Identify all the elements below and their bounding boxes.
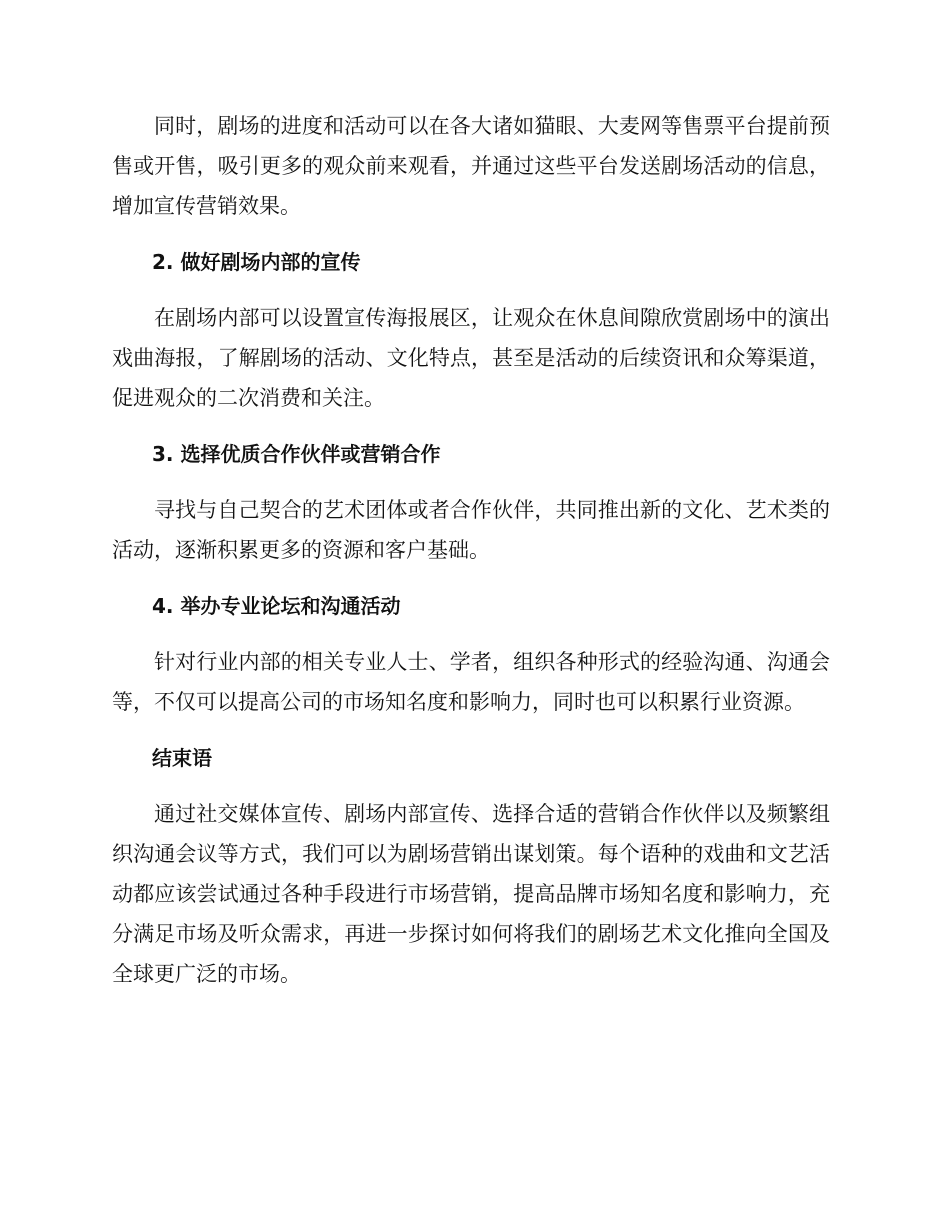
document-body	[112, 106, 830, 1010]
paragraph-forums: 针对行业内部的相关专业人士、学者，组织各种形式的经验沟通、沟通会等，不仅可以提高公司的市场知名度和影响力，同时也可以积累行业资源。	[112, 650, 830, 714]
section-heading-conclusion: 结束语	[152, 746, 212, 770]
section-heading-partners: 3. 选择优质合作伙伴或营销合作	[152, 442, 441, 466]
paragraph-ticketing-platforms: 同时，剧场的进度和活动可以在各大诸如猫眼、大麦网等售票平台提前预售或开售，吸引更多的观众前来观看，并通过这些平台发送剧场活动的信息，增加宣传营销效果。	[112, 114, 830, 218]
paragraph-conclusion: 通过社交媒体宣传、剧场内部宣传、选择合适的营销合作伙伴以及频繁组织沟通会议等方式，我们可以为剧场营销出谋划策。每个语种的戏曲和文艺活动都应该尝试通过各种手段进行市场营销，提高品牌市场知名度和影响力，充分满足市场及听众需求，再进一步探讨如何将我们的剧场艺术文化推向全国及全球更广泛的市场。	[112, 802, 830, 986]
paragraph-internal-promotion: 在剧场内部可以设置宣传海报展区，让观众在休息间隙欣赏剧场中的演出戏曲海报，了解剧场的活动、文化特点，甚至是活动的后续资讯和众筹渠道，促进观众的二次消费和关注。	[112, 306, 830, 410]
paragraph-partners: 寻找与自己契合的艺术团体或者合作伙伴，共同推出新的文化、艺术类的活动，逐渐积累更多的资源和客户基础。	[112, 498, 830, 562]
section-heading-internal-promotion: 2. 做好剧场内部的宣传	[152, 250, 361, 274]
section-heading-forums: 4. 举办专业论坛和沟通活动	[152, 594, 401, 618]
